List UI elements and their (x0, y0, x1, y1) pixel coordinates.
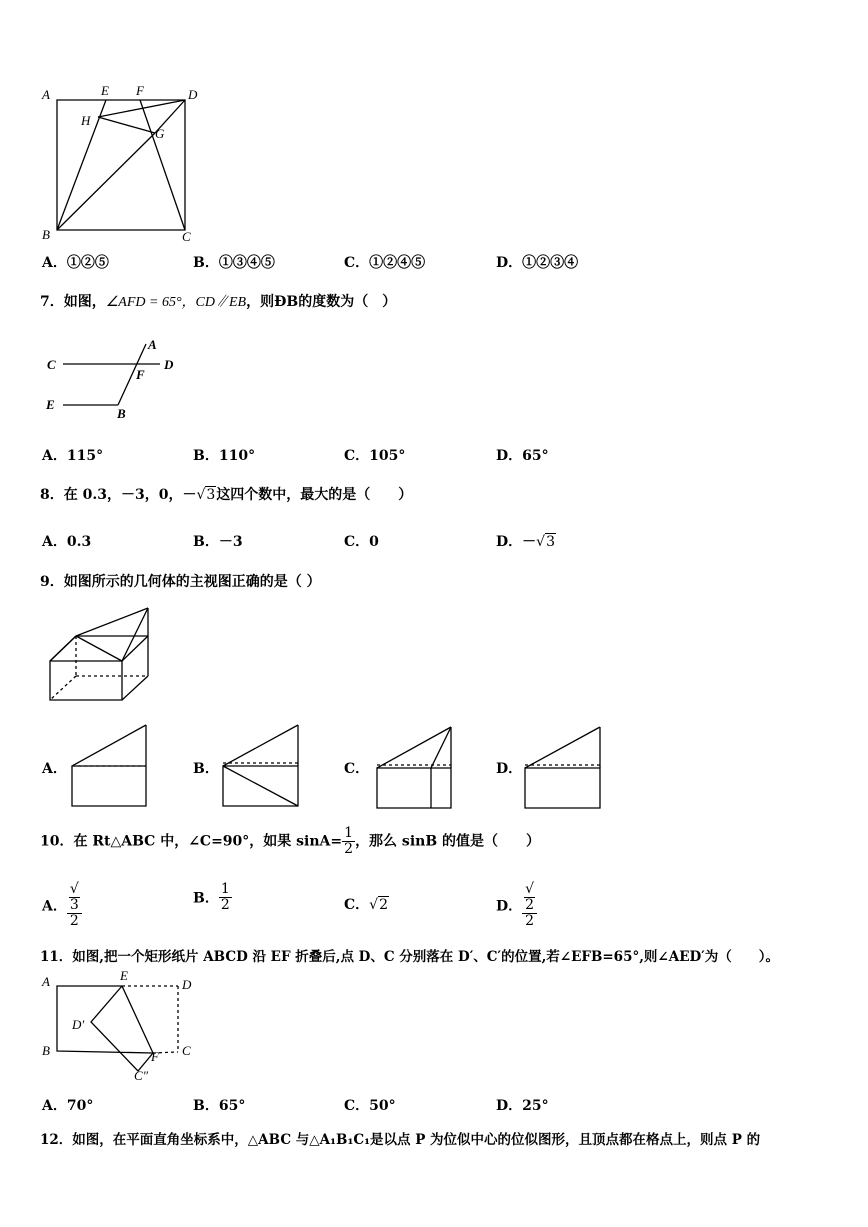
q8-option-a: A．0.3 (42, 534, 92, 550)
q7-option-a: A．115° (42, 448, 104, 464)
q9-stem: 9．如图所示的几何体的主视图正确的是（ ） (40, 574, 321, 590)
q11-label-e: E (120, 968, 128, 983)
q11-option-a: A．70° (42, 1098, 94, 1114)
q11-label-c: C (182, 1043, 191, 1058)
q7-label-d: D (164, 357, 174, 372)
q10-option-a: A． √ 3 2 (42, 882, 82, 929)
label-b: B (42, 227, 50, 242)
q10-option-b: B． $\frac{1}{2}$ (193, 881, 230, 913)
sqrt-3: √3 (536, 534, 555, 550)
q11-label-d-prime: D′ (72, 1017, 85, 1032)
q6-option-c: C．①②④⑤ (344, 255, 426, 271)
q7-label-e: E (46, 397, 55, 412)
q6-option-a: A．①②⑤ (42, 255, 109, 271)
q7-stem: 7．如图，∠AFD = 65°，CD∥EB，则ÐB的度数为（ ） (40, 294, 397, 310)
q8-option-c: C．0 (344, 534, 379, 550)
q11-label-b: B (42, 1043, 50, 1058)
q7-option-c: C．105° (344, 448, 406, 464)
q7-label-a: A (148, 337, 157, 352)
fraction-one-half: $\frac{1}{2}$ (344, 825, 354, 857)
label-h: H (81, 113, 91, 128)
q8-option-d: D．－√3 (496, 534, 555, 550)
q7-label-c: C (47, 357, 56, 372)
label-c: C (182, 229, 191, 244)
q11-option-d: D．25° (496, 1098, 549, 1114)
q10-option-d: D． √ 2 2 (496, 882, 537, 929)
q6-option-b: B．①③④⑤ (193, 255, 275, 271)
label-f: F (136, 83, 144, 98)
sqrt-3: √3 (196, 487, 216, 503)
q10-option-c: C．√2 (344, 897, 388, 913)
q7-option-b: B．110° (193, 448, 256, 464)
q7-math: ∠AFD = 65°，CD∥EB (105, 295, 247, 310)
q8-option-b: B．－3 (193, 534, 243, 550)
q11-stem: 11．如图,把一个矩形纸片 ABCD 沿 EF 折叠后,点 D、C 分别落在 D′、C′的位置,若∠EFB=65°,则∠AED′为（ ）。 (40, 949, 780, 965)
label-d: D (188, 87, 198, 102)
q8-stem: 8．在 0.3，－3，0，－√3这四个数中，最大的是（ ） (40, 487, 413, 503)
label-a: A (42, 87, 50, 102)
q11-label-f: F (151, 1049, 159, 1064)
label-g: G (155, 126, 165, 141)
q11-label-d: D (182, 977, 192, 992)
q7-label-f: F (136, 367, 145, 382)
q9-option-a-letter: A． (42, 761, 67, 777)
q6-option-d: D．①②③④ (496, 255, 579, 271)
q9-option-b-letter: B． (193, 761, 219, 777)
q11-option-c: C．50° (344, 1098, 396, 1114)
q9-option-c-letter: C． (344, 761, 370, 777)
q11-option-b: B．65° (193, 1098, 246, 1114)
q11-label-c-prime: C″ (134, 1068, 149, 1083)
q10-stem: 10．在 Rt△ABC 中，∠C=90°，如果 sinA= $\frac{1}{2}$ ，那么 sinB 的值是（ ） (40, 825, 541, 857)
q7-label-b: B (117, 406, 126, 421)
label-e: E (101, 83, 109, 98)
q9-option-d-letter: D． (496, 761, 523, 777)
q12-stem: 12．如图，在平面直角坐标系中，△ABC 与△A₁B₁C₁是以点 P 为位似中心的位似图形，且顶点都在格点上，则点 P 的 (40, 1132, 761, 1148)
q11-label-a: A (42, 974, 50, 989)
q7-option-d: D．65° (496, 448, 549, 464)
